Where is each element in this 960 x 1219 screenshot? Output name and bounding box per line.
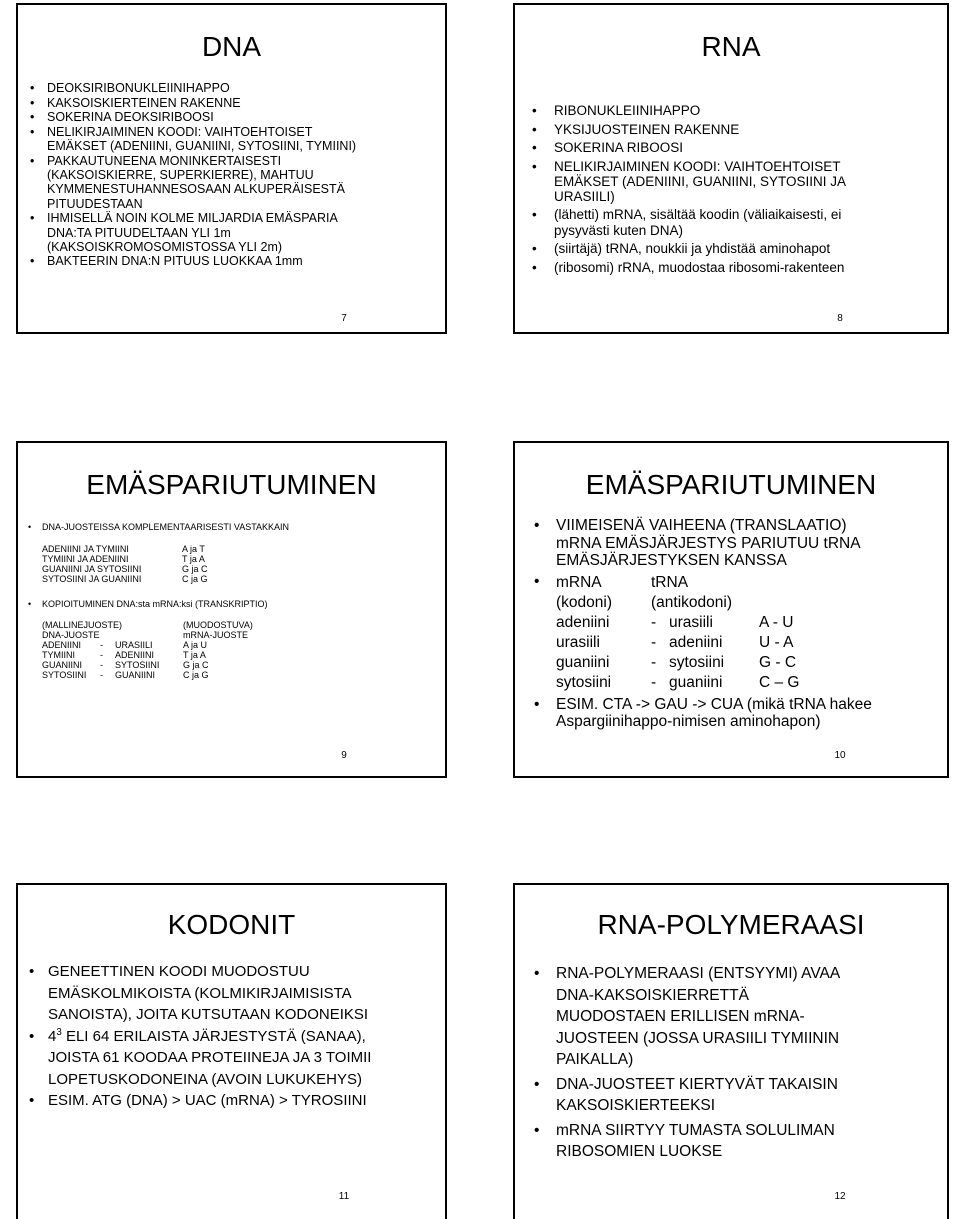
bullet-line: (KAKSOISKIERRE, SUPERKIERRE), MAHTUU — [47, 168, 314, 183]
table-cell: TYMIINI — [42, 650, 75, 660]
bullet-line: JUOSTEEN (JOSSA URASIILI TYMIININ — [556, 1029, 840, 1047]
slide-number: 9 — [341, 750, 347, 761]
bullet-list — [28, 81, 438, 269]
bullet-item — [529, 140, 939, 155]
bullet-line: • mRNA SIIRTYY TUMASTA SOLULIMAN — [556, 1121, 835, 1139]
bullet-item — [529, 159, 939, 205]
slide-number: 7 — [341, 313, 347, 324]
bullet-line: DNA:TA PITUUDELTAAN YLI 1m — [47, 225, 231, 240]
bullet-list — [531, 963, 941, 1166]
table-cell: urasiili — [669, 613, 713, 631]
slide-title: DNA — [201, 31, 262, 62]
bullet-text: KOPIOITUMINEN DNA:sta mRNA:ksi (TRANSKRIPTIO) — [42, 599, 268, 609]
bullet-line: • RNA-POLYMERAASI (ENTSYYMI) AVAA — [556, 965, 841, 982]
table-cell: TYMIINI JA ADENIINI — [42, 554, 129, 564]
table-row — [42, 544, 222, 554]
slide-base-pairing-dna — [16, 441, 447, 778]
bullet-line: KYMMENESTUHANNESOSAAN ALKUPERÄISESTÄ — [47, 182, 345, 197]
table-cell: URASIILI — [115, 640, 153, 650]
bullet-line: URASIILI) — [554, 188, 615, 204]
table-cell: sytosiini — [669, 653, 725, 671]
table-cell: adeniini — [556, 613, 610, 631]
bullet-item: • ESIM. CTA -> GAU -> CUA (mikä tRNA hakee Aspargiinihappo-nimisen aminohapon) — [531, 696, 941, 731]
bullet-item — [531, 1074, 941, 1117]
table-header-cell: mRNA-JUOSTE — [183, 630, 248, 640]
table-cell: A - U — [759, 613, 794, 631]
table-cell: SYTOSIINI — [42, 670, 87, 680]
table-cell: T ja A — [183, 650, 206, 660]
bullet-line: • DEOKSIRIBONUKLEIINIHAPPO — [47, 81, 230, 95]
table-cell: SYTOSIINI JA GUANIINI — [42, 574, 142, 584]
bullet-line: • BAKTEERIN DNA:N PITUUS LUOKKAA 1mm — [47, 254, 303, 269]
table-cell: adeniini — [669, 633, 723, 651]
table-cell: - — [100, 670, 103, 680]
slide-dna — [16, 3, 447, 334]
bullet-item — [28, 96, 438, 110]
table-header-row — [42, 630, 253, 640]
table-cell: C – G — [759, 673, 800, 691]
bullet-line: • NELIKIRJAIMINEN KOODI: VAIHTOEHTOISET — [47, 125, 313, 140]
slide-codons — [16, 883, 447, 1219]
slide-title: RNA — [701, 31, 761, 62]
bullet-line: DNA-KAKSOISKIERRETTÄ — [556, 986, 749, 1004]
slide-number: 8 — [837, 313, 843, 324]
transcription-table — [42, 620, 253, 680]
table-cell: - — [100, 640, 103, 650]
table-cell: guaniini — [669, 673, 723, 691]
table-cell: A ja U — [183, 640, 208, 650]
bullet-list — [28, 961, 440, 1112]
bullet-line: • SOKERINA RIBOOSI — [554, 140, 684, 155]
bullet-list — [529, 103, 939, 278]
bullet-line: pysyvästi kuten DNA) — [554, 222, 684, 238]
slide-title: EMÄSPARIUTUMINEN — [86, 469, 377, 500]
slide-number: 12 — [834, 1191, 846, 1202]
table-row — [556, 673, 819, 693]
pairs-table — [42, 544, 222, 584]
table-header-cell: DNA-JUOSTE — [42, 630, 100, 640]
bullet-item: • $4^3$ ELI 64 ERILAISTA JÄRJESTYSTÄ (SANAA), JOISTA 61 KOODAA PROTEIINEJA JA 3 TOIMII LOPETUSKODONEINA (AVOIN LUKUKEHYS) — [28, 1026, 440, 1091]
table-cell: - — [651, 653, 657, 671]
bullet-item: • VIIMEISENÄ VAIHEENA (TRANSLAATIO) mRNA EMÄSJÄRJESTYS PARIUTUU tRNA EMÄSJÄRJESTYKSEN KANSSA — [531, 517, 941, 570]
bullet-item: • GENEETTINEN KOODI MUODOSTUU EMÄSKOLMIKOISTA (KOLMIKIRJAIMISISTA SANOISTA), JOITA KUTSUTAAN KODONEIKSI — [28, 961, 440, 1026]
table-cell: C ja G — [183, 670, 209, 680]
table-row — [42, 650, 253, 660]
table-cell: GUANIINI — [42, 660, 83, 670]
table-cell: SYTOSIINI — [115, 660, 160, 670]
table-cell: ADENIINI — [42, 640, 82, 650]
table-cell: G ja C — [182, 564, 208, 574]
table-cell: A ja T — [182, 544, 205, 554]
bullet-line: RIBOSOMIEN LUOKSE — [556, 1143, 723, 1160]
bullet-line: PAIKALLA) — [556, 1051, 634, 1068]
table-header-row — [42, 620, 253, 630]
table-row — [42, 574, 222, 584]
table-header-cell: (MALLINEJUOSTE) — [42, 620, 123, 630]
bullet-line: PITUUDESTAAN — [47, 196, 143, 211]
slide-title: EMÄSPARIUTUMINEN — [585, 469, 877, 500]
bullet-item — [28, 81, 438, 95]
table-row — [42, 640, 253, 650]
bullet-line: EMÄKSET (ADENIINI, GUANIINI, SYTOSIINI, TYMIINI) — [47, 139, 357, 154]
table-cell: GUANIINI JA SYTOSIINI — [42, 564, 142, 574]
table-cell: - — [100, 660, 103, 670]
bullet-item — [531, 573, 941, 693]
table-cell: sytosiini — [556, 673, 612, 691]
bullet-line: MUODOSTAEN ERILLISEN mRNA- — [556, 1008, 805, 1025]
slide-title: RNA-POLYMERAASI — [597, 909, 865, 940]
bullet-item — [531, 1120, 941, 1163]
bullet-dot: • — [28, 599, 32, 609]
bullet-dot: • — [28, 522, 32, 532]
table-cell: C ja G — [182, 574, 208, 584]
table-cell: G - C — [759, 653, 797, 671]
bullet-line: • KAKSOISKIERTEINEN RAKENNE — [47, 95, 241, 110]
bullet-item — [28, 154, 438, 211]
bullet-item — [28, 211, 438, 254]
bullet-item — [529, 207, 939, 237]
bullet-list — [531, 517, 941, 734]
slide-rna-polymerase — [513, 883, 949, 1219]
bullet-text: DNA-JUOSTEISSA KOMPLEMENTAARISESTI VASTAKKAIN — [42, 522, 290, 532]
table-cell: - — [651, 633, 657, 651]
bullet-item — [28, 125, 438, 153]
bullet-line: • PAKKAUTUNEENA MONINKERTAISESTI — [47, 154, 282, 169]
bullet-line: EMÄKSET (ADENIINI, GUANIINI, SYTOSIINI JA — [554, 173, 847, 189]
bullet-item — [529, 103, 939, 118]
table-cell: U - A — [759, 633, 794, 651]
bullet-item — [531, 963, 941, 1071]
table-cell: ADENIINI JA TYMIINI — [42, 544, 129, 554]
bullet-line: • DNA-JUOSTEET KIERTYVÄT TAKAISIN — [556, 1075, 838, 1093]
table-row — [42, 670, 253, 680]
bullet-line: • (siirtäjä) tRNA, noukkii ja yhdistää aminohapot — [554, 241, 831, 257]
table-row — [42, 660, 253, 670]
slide-number: 11 — [338, 1191, 350, 1202]
bullet-line: • IHMISELLÄ NOIN KOLME MILJARDIA EMÄSPARIA — [47, 211, 338, 226]
bullet-line: • (ribosomi) rRNA, muodostaa ribosomi-rakenteen — [554, 259, 845, 275]
table-cell: T ja A — [182, 554, 205, 564]
bullet-item — [529, 260, 939, 275]
table-cell: - — [100, 650, 103, 660]
bullet-item: • ESIM. ATG (DNA) > UAC (mRNA) > TYROSIINI — [28, 1090, 440, 1112]
table-row — [556, 653, 819, 673]
slide-base-pairing-rna — [513, 441, 949, 778]
bullet-item — [28, 254, 438, 268]
slide-rna — [513, 3, 949, 334]
table-row — [42, 554, 222, 564]
bullet-line: (KAKSOISKROMOSOMISTOSSA YLI 2m) — [47, 239, 283, 254]
codon-table: • mRNA tRNA (kodoni) (antikodoni) adeniini - urasiili A - U urasiili - adeniini U - A guaniini - sytosiini G - C sytosiini - guaniini C – G — [556, 573, 819, 693]
table-cell: GUANIINI — [115, 670, 156, 680]
table-cell: guaniini — [556, 653, 610, 671]
bullet-item — [529, 122, 939, 137]
slide-title: KODONIT — [167, 909, 296, 940]
table-row — [42, 564, 222, 574]
table-cell: - — [651, 613, 657, 631]
table-cell: G ja C — [183, 660, 209, 670]
bullet-line: • SOKERINA DEOKSIRIBOOSI — [47, 110, 214, 125]
table-cell: ADENIINI — [115, 650, 155, 660]
bullet-item — [529, 241, 939, 256]
table-row — [556, 613, 819, 633]
table-row — [556, 633, 819, 653]
table-cell: urasiili — [556, 633, 600, 651]
table-header-cell: (MUODOSTUVA) — [183, 620, 253, 630]
bullet-line: • NELIKIRJAIMINEN KOODI: VAIHTOEHTOISET — [554, 158, 841, 174]
bullet-line: • YKSIJUOSTEINEN RAKENNE — [554, 121, 740, 137]
bullet-line: • (lähetti) mRNA, sisältää koodin (väliaikaisesti, ei — [554, 207, 842, 223]
bullet-line: KAKSOISKIERTEEKSI — [556, 1097, 716, 1114]
bullet-item — [28, 110, 438, 124]
bullet-line: • RIBONUKLEIINIHAPPO — [554, 103, 701, 118]
table-cell: - — [651, 673, 657, 691]
slide-number: 10 — [834, 750, 846, 761]
